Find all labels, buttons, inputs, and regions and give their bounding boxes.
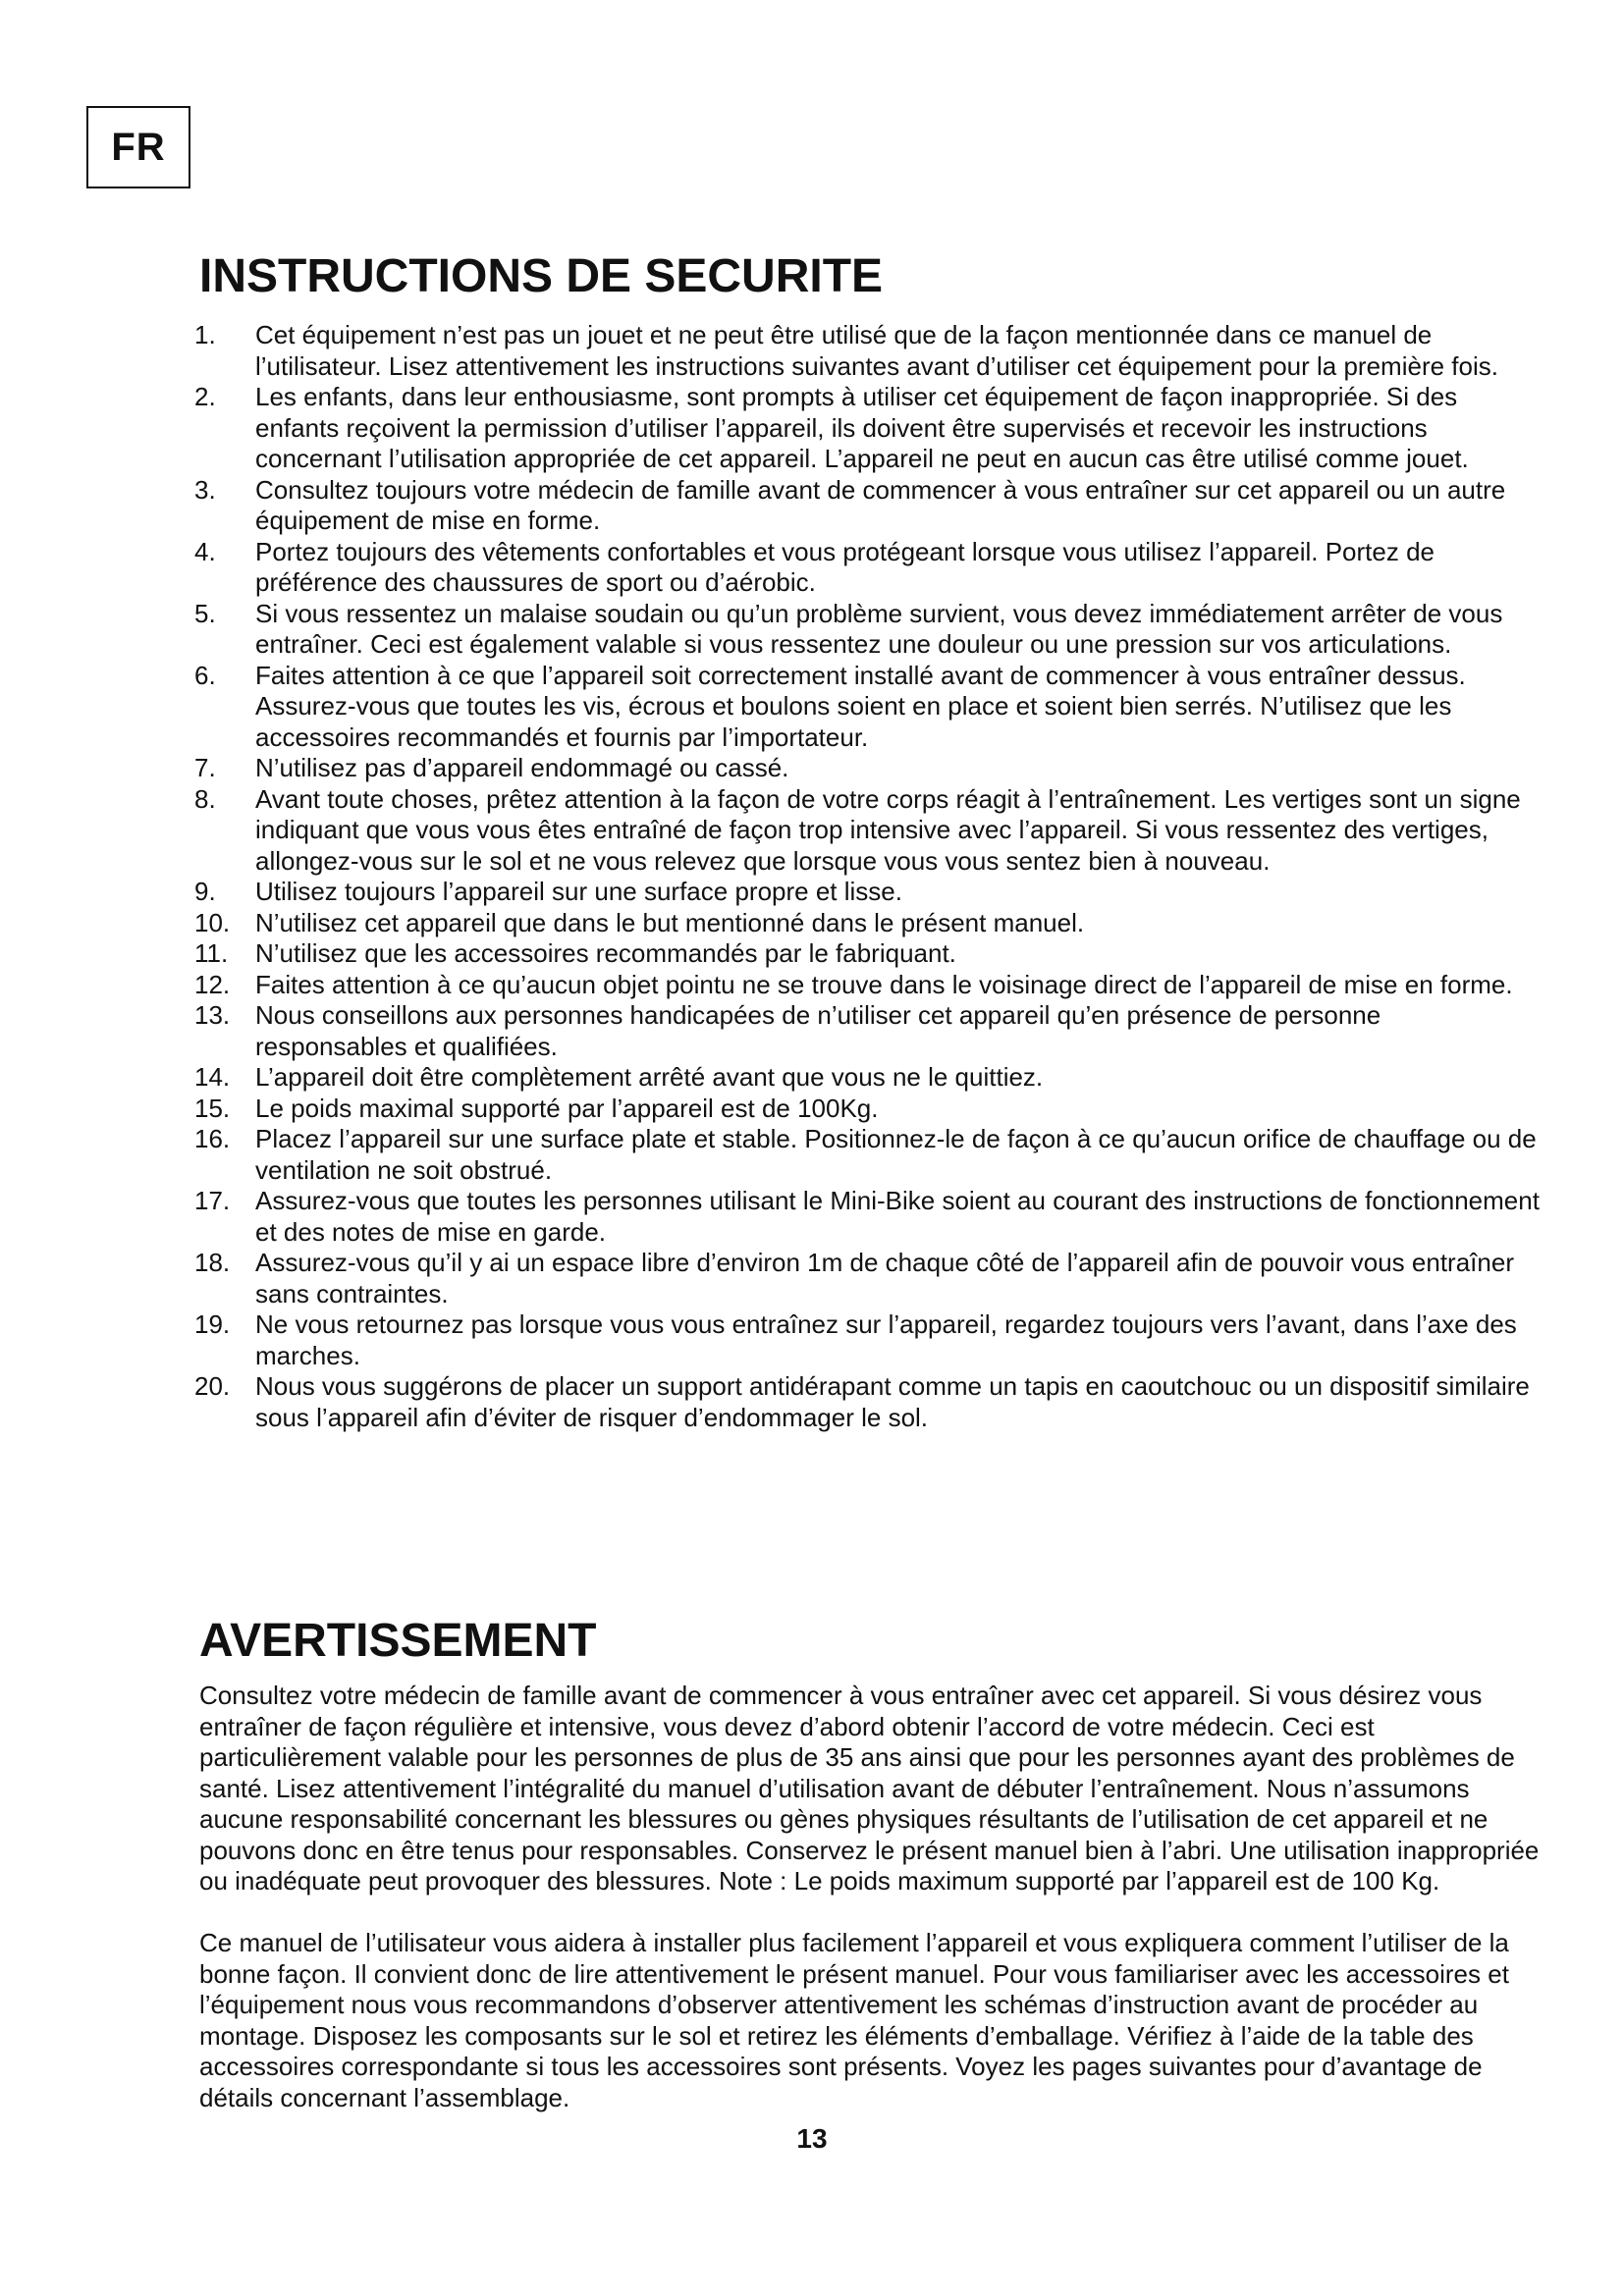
item-number: 5. [194,598,216,628]
list-item [194,784,1540,878]
item-number: 19. [194,1309,231,1339]
item-number: 6. [194,660,216,690]
item-number: 12. [194,969,231,999]
page-number: 13 [796,2123,828,2154]
list-item [194,661,1540,754]
list-item [194,1371,1540,1433]
item-text: Avant toute choses, prêtez attention à la façon de votre corps réagit à l’entraînement. Les vertiges sont un signe indiquant que vous vous êtes entraîné de façon trop intensive avec l’appareil. Si vous ressentez des vertiges, allongez-vous sur le sol et ne vous relevez que lorsque vous vous sentez bien à nouveau. [255,783,1521,876]
item-text: Cet équipement n’est pas un jouet et ne peut être utilisé que de la façon mentionnée dans ce manuel de l’utilisateur. Lisez attentivement les instructions suivantes avant d’utiliser cet équipement pour la première fois. [255,320,1498,381]
item-number: 18. [194,1248,231,1277]
item-number: 15. [194,1093,231,1123]
list-item [194,599,1540,661]
list-item [194,1062,1540,1094]
item-number: 14. [194,1062,231,1092]
item-number: 20. [194,1371,231,1401]
list-item [194,753,1540,784]
item-text: N’utilisez cet appareil que dans le but mentionné dans le présent manuel. [255,907,1085,937]
item-text: N’utilisez pas d’appareil endommagé ou cassé. [255,753,789,782]
list-item [194,938,1540,970]
list-item [194,1094,1540,1125]
list-item [194,1000,1540,1062]
item-text: Consultez toujours votre médecin de famille avant de commencer à vous entraîner sur cet appareil ou un autre équipement de mise en forme. [255,474,1506,535]
list-item [194,320,1540,382]
item-number: 3. [194,474,216,505]
item-text: Assurez-vous qu’il y ai un espace libre d’environ 1m de chaque côté de l’appareil afin de pouvoir vous entraîner sans contraintes. [255,1248,1514,1308]
item-text: Si vous ressentez un malaise soudain ou qu’un problème survient, vous devez immédiatement arrêter de vous entraîner. Ceci est également valable si vous ressentez une douleur ou une pression sur vos articulations. [255,598,1503,659]
list-item [194,1248,1540,1309]
warning-paragraph-1: Consultez votre médecin de famille avant de commencer à vous entraîner avec cet appareil. Si vous désirez vous entraîner de façon régulière et intensive, vous devez d’abord obtenir l’accord de votre médecin. Ceci est particulièrement valable pour les personnes de plus de 35 ans ainsi que pour les personnes ayant des problèmes de santé. Lisez attentivement l’intégralité du manuel d’utilisation avant de débuter l’entraînement. Nous n’assumons aucune responsabilité concernant les blessures ou gènes physiques résultants de l’utilisation de cet appareil et ne pouvons donc en être tenus pour responsables. Conservez le présent manuel bien à l’abri. Une utilisation inappropriée ou inadéquate peut provoquer des blessures. Note : Le poids maximum supporté par l’appareil est de 100 Kg. [199,1681,1540,1896]
item-number: 11. [194,938,229,968]
item-number: 4. [194,536,216,566]
item-text: Faites attention à ce que l’appareil soit correctement installé avant de commencer à vous entraîner dessus. Assurez-vous que toutes les vis, écrous et boulons soient en place et soient bien serrés. N’utilisez que les accessoires recommandés et fournis par l’importateur. [255,660,1466,752]
list-item [194,1124,1540,1186]
item-text: N’utilisez que les accessoires recommandés par le fabriquant. [255,938,956,968]
item-number: 17. [194,1186,231,1215]
item-number: 13. [194,1000,231,1030]
language-badge: FR [86,106,190,188]
list-item [194,1186,1540,1248]
list-item [194,908,1540,939]
item-text: Ne vous retournez pas lorsque vous vous entraînez sur l’appareil, regardez toujours vers l’avant, dans l’axe des marches. [255,1309,1517,1370]
list-item [194,1309,1540,1371]
item-text: Faites attention à ce qu’aucun objet pointu ne se trouve dans le voisinage direct de l’appareil de mise en forme. [255,969,1513,999]
warning-paragraph-2: Ce manuel de l’utilisateur vous aidera à installer plus facilement l’appareil et vous expliquera comment l’utiliser de la bonne façon. Il convient donc de lire attentivement le présent manuel. Pour vous familiariser avec les accessoires et l’équipement nous vous recommandons d’observer attentivement les schémas d’instruction avant de procéder au montage. Disposez les composants sur le sol et retirez les éléments d’emballage. Vérifiez à l’aide de la table des accessoires correspondante si tous les accessoires sont présents. Voyez les pages suivantes pour d’avantage de détails concernant l’assemblage. [199,1928,1509,2112]
item-number: 1. [194,320,216,349]
item-number: 16. [194,1124,231,1153]
item-text: Nous conseillons aux personnes handicapées de n’utiliser cet appareil qu’en présence de personne responsables et qualifiées. [255,1000,1381,1061]
list-item [194,970,1540,1001]
list-item [194,877,1540,908]
item-text: Portez toujours des vêtements confortables et vous protégeant lorsque vous utilisez l’appareil. Portez de préférence des chaussures de sport ou d’aérobic. [255,536,1435,597]
item-text: Utilisez toujours l’appareil sur une surface propre et lisse. [255,877,902,906]
list-item [194,475,1540,537]
warning-title: AVERTISSEMENT [199,1615,597,1667]
list-item [194,537,1540,599]
item-text: Le poids maximal supporté par l’appareil est de 100Kg. [255,1093,879,1123]
item-number: 9. [194,877,216,906]
item-text: Les enfants, dans leur enthousiasme, sont prompts à utiliser cet équipement de façon inappropriée. Si des enfants reçoivent la permission d’utiliser l’appareil, ils doivent être supervisés et recevoir les instructions concernant l’utilisation appropriée de cet appareil. L’appareil ne peut en aucun cas être utilisé comme jouet. [255,382,1469,473]
item-number: 2. [194,382,216,411]
item-text: Assurez-vous que toutes les personnes utilisant le Mini-Bike soient au courant des instructions de fonctionnement et des notes de mise en garde. [255,1186,1540,1247]
item-text: L’appareil doit être complètement arrêté avant que vous ne le quittiez. [255,1062,1044,1092]
item-number: 10. [194,907,231,937]
item-number: 8. [194,783,216,814]
safety-instructions-list [194,320,1540,1433]
item-text: Placez l’appareil sur une surface plate et stable. Positionnez-le de façon à ce qu’aucun orifice de chauffage ou de ventilation ne soit obstrué. [255,1124,1537,1185]
list-item [194,382,1540,475]
item-number: 7. [194,753,216,782]
item-text: Nous vous suggérons de placer un support antidérapant comme un tapis en caoutchouc ou un dispositif similaire sous l’appareil afin d’éviter de risquer d’endommager le sol. [255,1371,1530,1432]
safety-instructions-title: INSTRUCTIONS DE SECURITE [199,250,884,302]
